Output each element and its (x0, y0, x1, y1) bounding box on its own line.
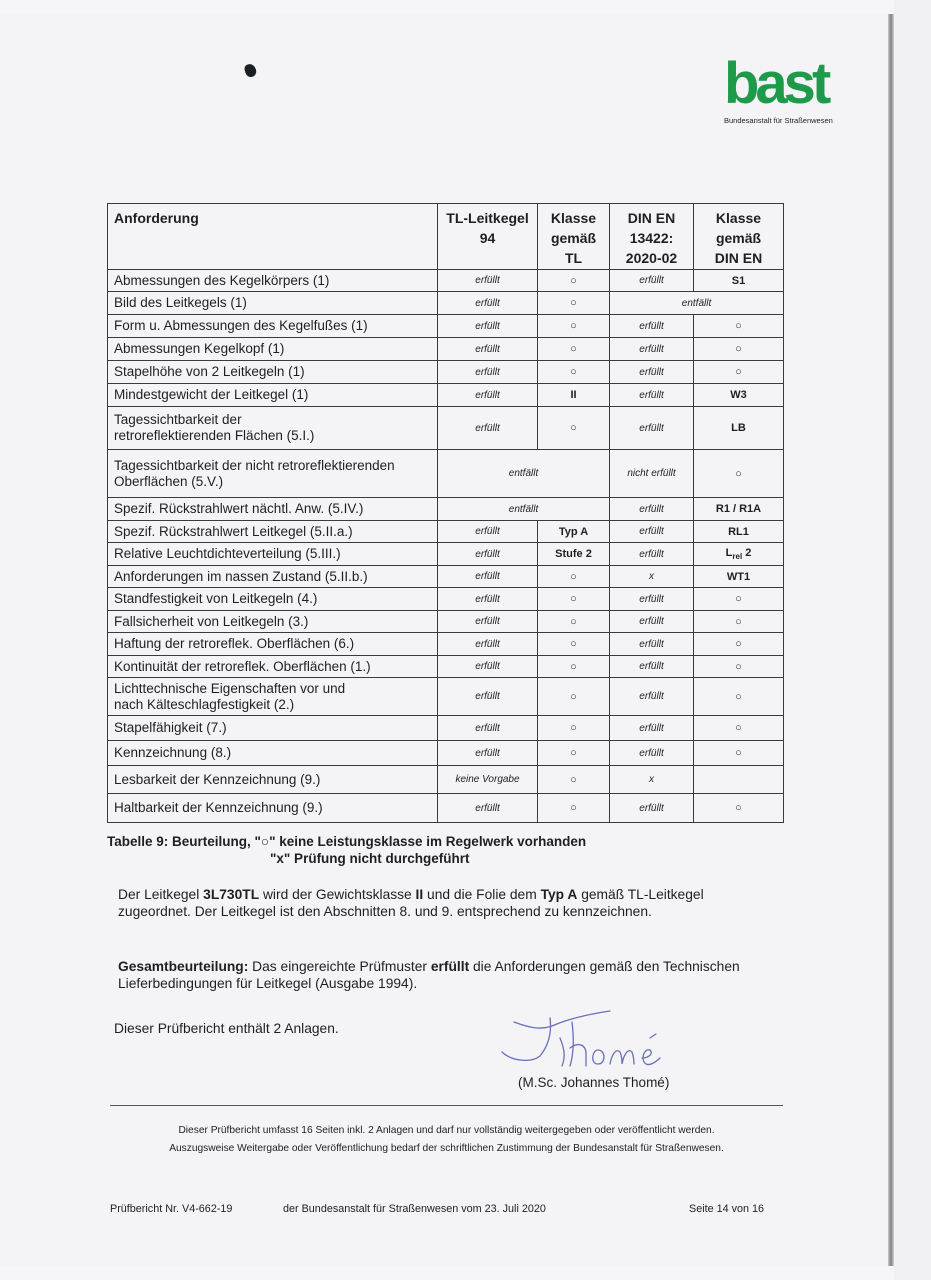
header-class-tl: Klasse gemäß TL (538, 204, 610, 270)
table-row: Spezif. Rückstrahlwert nächtl. Anw. (5.IV.) entfällt erfüllt R1 / R1A (108, 498, 784, 521)
attachments-note: Dieser Prüfbericht enthält 2 Anlagen. (114, 1021, 339, 1036)
assessment-table (107, 203, 784, 823)
table-row: Kontinuität der retroreflek. Oberflächen (1.) erfüllt ○ erfüllt ○ (108, 656, 784, 678)
table-row: Lichttechnische Eigenschaften vor und nach Kälteschlagfestigkeit (2.) erfüllt ○ erfüllt ○ (108, 678, 784, 716)
table-row: Tagessichtbarkeit der retroreflektierenden Flächen (5.I.) erfüllt ○ erfüllt LB (108, 407, 784, 450)
legal-notice: Dieser Prüfbericht umfasst 16 Seiten inkl. 2 Anlagen und darf nur vollständig weitergegeben oder veröffentlicht werden. Auszugsweise Weitergabe oder Veröffentlichung bedarf der schriftlichen Zustimmung der Bundesanstalt für Straßenwesen. (169, 1125, 724, 1154)
table-row: Abmessungen Kegelkopf (1) erfüllt ○ erfüllt ○ (108, 338, 784, 361)
overall-assessment-paragraph: Gesamtbeurteilung: Das eingereichte Prüfmuster erfüllt die Anforderungen gemäß den Technischen Lieferbedingungen für Leitkegel (Ausgabe 1994). (118, 959, 740, 991)
table-row: Fallsicherheit von Leitkegeln (3.) erfüllt ○ erfüllt ○ (108, 611, 784, 633)
footer-report-number: Prüfbericht Nr. V4-662-19 (110, 1203, 233, 1215)
header-din-en: DIN EN 13422: 2020-02 (610, 204, 694, 270)
header-requirement: Anforderung (108, 204, 438, 270)
table-caption: Tabelle 9: Beurteilung, "○" keine Leistungsklasse im Regelwerk vorhanden "x" Prüfung nicht durchgeführt (107, 834, 587, 866)
table-row: Stapelhöhe von 2 Leitkegeln (1) erfüllt ○ erfüllt ○ (108, 361, 784, 384)
header-class-din: Klasse gemäß DIN EN (694, 204, 784, 270)
table-row: Haltbarkeit der Kennzeichnung (9.) erfüllt ○ erfüllt ○ (108, 794, 784, 823)
footer-page-number: Seite 14 von 16 (689, 1203, 765, 1215)
table-row: Mindestgewicht der Leitkegel (1) erfüllt II erfüllt W3 (108, 384, 784, 407)
footer-issuer-date: der Bundesanstalt für Straßenwesen vom 23. Juli 2020 (283, 1203, 546, 1215)
signatory-name: (M.Sc. Johannes Thomé) (518, 1075, 670, 1090)
table-row: Form u. Abmessungen des Kegelfußes (1) erfüllt ○ erfüllt ○ (108, 315, 784, 338)
header-tl-leitkegel: TL-Leitkegel 94 (438, 204, 538, 270)
table-row: Spezif. Rückstrahlwert Leitkegel (5.II.a.) erfüllt Typ A erfüllt RL1 (108, 521, 784, 543)
table-row: Stapelfähigkeit (7.) erfüllt ○ erfüllt ○ (108, 716, 784, 741)
scan-margin (894, 0, 931, 1280)
logo-wordmark: bast (724, 51, 828, 116)
table-row: Lesbarkeit der Kennzeichnung (9.) keine Vorgabe ○ x (108, 766, 784, 794)
table-row: Relative Leuchtdichteverteilung (5.III.) erfüllt Stufe 2 erfüllt $L_{rel}$ 2 (108, 543, 784, 566)
bast-logo (724, 51, 854, 125)
table-row: Kennzeichnung (8.) erfüllt ○ erfüllt ○ (108, 741, 784, 766)
classification-paragraph: Der Leitkegel 3L730TL wird der Gewichtsklasse II und die Folie dem Typ A gemäß TL-Leitkegel zugeordnet. Der Leitkegel ist den Abschnitten 8. und 9. entsprechend zu kennzeichnen. (118, 887, 704, 919)
table-row: Tagessichtbarkeit der nicht retroreflektierenden Oberflächen (5.V.) entfällt nicht erfüllt ○ (108, 450, 784, 498)
table-row: Standfestigkeit von Leitkegeln (4.) erfüllt ○ erfüllt ○ (108, 588, 784, 611)
footer-divider (110, 1105, 783, 1106)
logo-subtitle: Bundesanstalt für Straßenwesen (724, 116, 833, 125)
table-row: Haftung der retroreflek. Oberflächen (6.) erfüllt ○ erfüllt ○ (108, 633, 784, 656)
table-header-row (108, 204, 784, 270)
table-row: Abmessungen des Kegelkörpers (1) erfüllt ○ erfüllt S1 (108, 270, 784, 292)
table-row: Bild des Leitkegels (1) erfüllt ○ entfällt (108, 292, 784, 315)
table-row: Anforderungen im nassen Zustand (5.II.b.) erfüllt ○ x WT1 (108, 566, 784, 588)
